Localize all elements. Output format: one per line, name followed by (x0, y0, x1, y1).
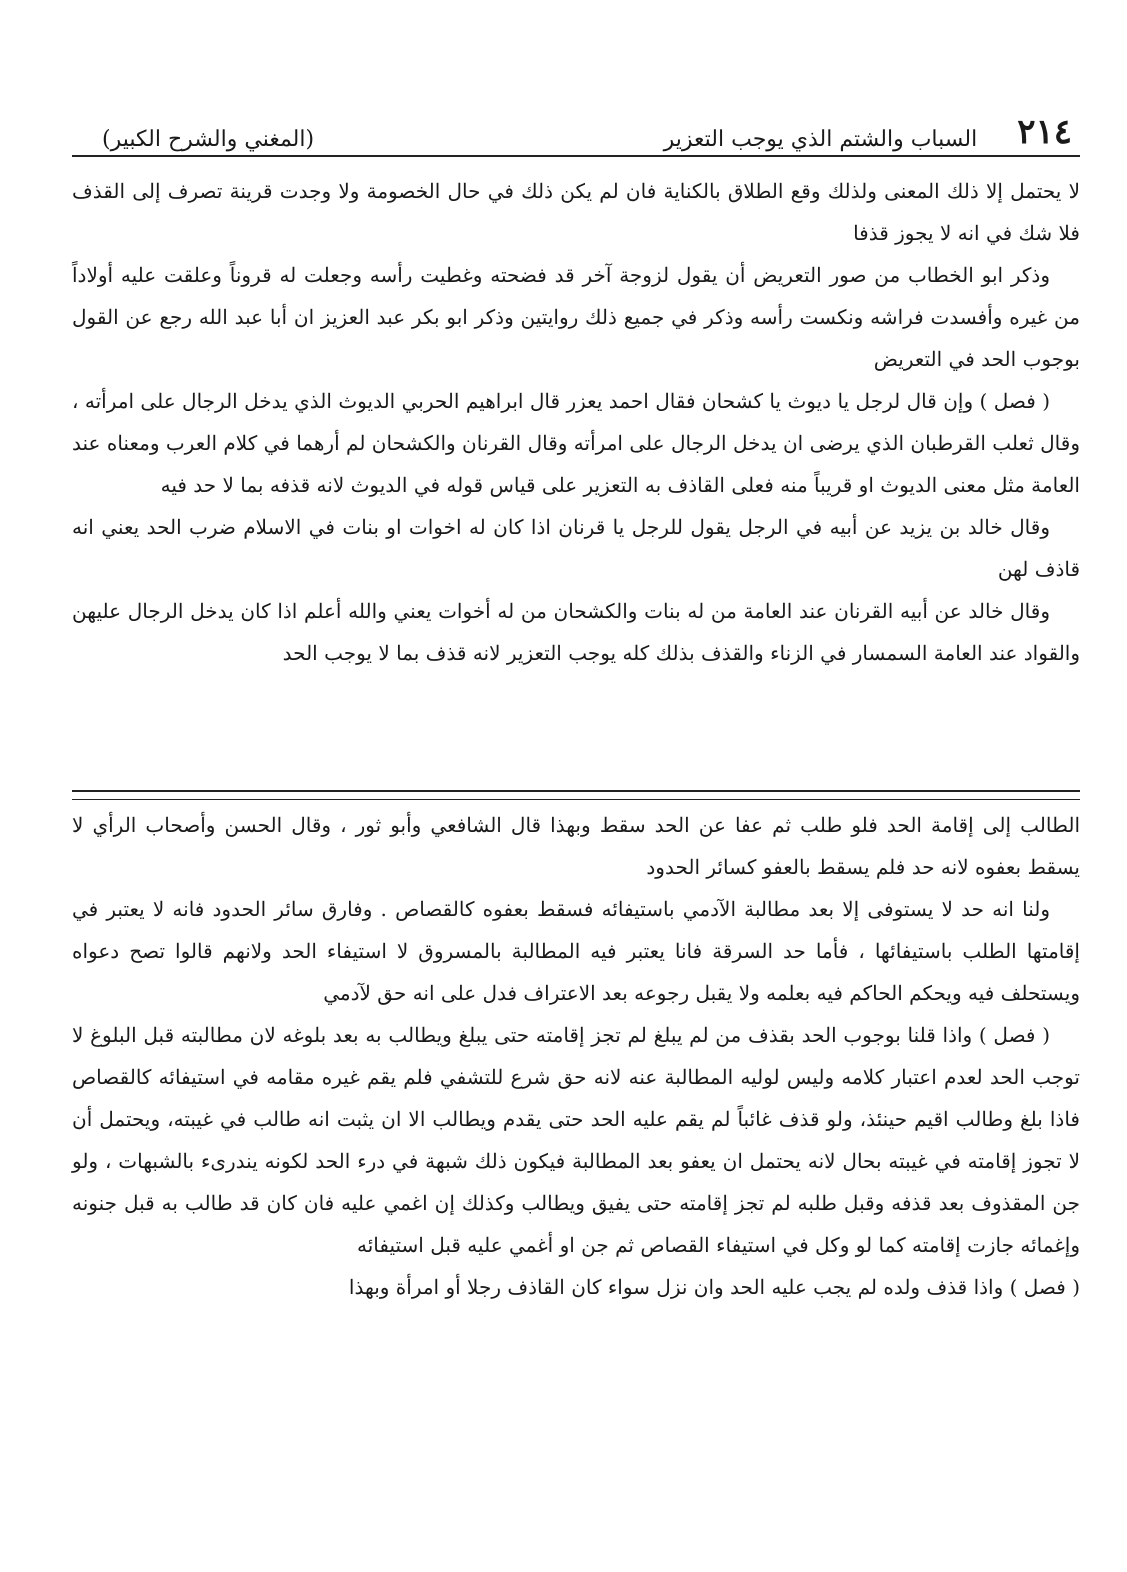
page-number: ٢١٤ (1017, 112, 1072, 152)
page-header (72, 100, 1072, 152)
paragraph: وذكر ابو الخطاب من صور التعريض أن يقول لزوجة آخر قد فضحته وغطيت رأسه وجعلت له قروناً وعلقت عليه أولاداً من غيره وأفسدت فراشه ونكست رأسه وذكر في جميع ذلك روايتين وذكر ابو بكر عبد العزيز ان أبا عبد الله رجع عن القول بوجوب الحد في التعريض (72, 263, 1080, 371)
section-title: السباب والشتم الذي يوجب التعزير (663, 127, 978, 152)
paragraph: الطالب إلى إقامة الحد فلو طلب ثم عفا عن الحد سقط وبهذا قال الشافعي وأبو ثور ، وقال الحسن وأصحاب الرأي لا يسقط بعفوه لانه حد فلم يسقط بالعفو كسائر الحدود (72, 813, 1080, 879)
section-divider (72, 790, 1080, 800)
lower-text (72, 804, 1080, 1308)
paragraph: ( فصل ) وإن قال لرجل يا ديوث يا كشحان فقال احمد يعزر قال ابراهيم الحربي الديوث الذي يدخل الرجال على امرأته ، وقال ثعلب القرطبان الذي يرضى ان يدخل الرجال على امرأته وقال القرنان والكشحان لم أرهما في كلام العرب ومعناه عند العامة مثل معنى الديوث او قريباً منه فعلى القاذف به التعزير على قياس قوله في الديوث لانه قذفه بما لا حد فيه (72, 389, 1080, 497)
paragraph: ( فصل ) واذا قلنا بوجوب الحد بقذف من لم يبلغ لم تجز إقامته حتى يبلغ ويطالب به بعد بلوغه لان مطالبته قبل البلوغ لا توجب الحد لعدم اعتبار كلامه وليس لوليه المطالبة عنه لانه حق شرع للتشفي فلم يقم غيره مقامه في استيفائه كالقصاص فاذا بلغ وطالب اقيم حينئذ، ولو قذف غائباً لم يقم عليه الحد حتى يقدم ويطالب الا ان يثبت انه طالب في غيبته، ويحتمل أن لا تجوز إقامته في غيبته بحال لانه يحتمل ان يعفو بعد المطالبة فيكون ذلك شبهة في درء الحد لكونه يندرىء بالشبهات ، ولو جن المقذوف بعد قذفه وقبل طلبه لم تجز إقامته حتى يفيق ويطالب وكذلك إن اغمي عليه فان كان قد طالب به قبل جنونه وإغمائه جازت إقامته كما لو وكل في استيفاء القصاص ثم جن او أغمي عليه قبل استيفائه (72, 1023, 1080, 1257)
main-text (72, 170, 1080, 674)
paragraph: ( فصل ) واذا قذف ولده لم يجب عليه الحد وان نزل سواء كان القاذف رجلا أو امرأة وبهذا (348, 1275, 1080, 1299)
paragraph: وقال خالد بن يزيد عن أبيه في الرجل يقول للرجل يا قرنان اذا كان له اخوات او بنات في الاسلام ضرب الحد يعني انه قاذف لهن (72, 515, 1080, 581)
header-rule (72, 155, 1080, 157)
book-title: (المغني والشرح الكبير) (102, 127, 315, 152)
paragraph: ولنا انه حد لا يستوفى إلا بعد مطالبة الآدمي باستيفائه فسقط بعفوه كالقصاص . وفارق سائر الحدود فانه لا يعتبر في إقامتها الطلب باستيفائها ، فأما حد السرقة فانا يعتبر فيه المطالبة بالمسروق لا استيفاء الحد ولانهم قالوا تصح دعواه ويستحلف فيه ويحكم الحاكم فيه بعلمه ولا يقبل رجوعه بعد الاعتراف فدل على انه حق لآدمي (72, 897, 1080, 1005)
paragraph: لا يحتمل إلا ذلك المعنى ولذلك وقع الطلاق بالكناية فان لم يكن ذلك في حال الخصومة ولا وجدت قرينة تصرف إلى القذف فلا شك في انه لا يجوز قذفا (72, 179, 1080, 245)
paragraph: وقال خالد عن أبيه القرنان عند العامة من له بنات والكشحان من له أخوات يعني والله أعلم اذا كان يدخل الرجال عليهن والقواد عند العامة السمسار في الزناء والقذف بذلك كله يوجب التعزير لانه قذف بما لا يوجب الحد (72, 599, 1080, 665)
